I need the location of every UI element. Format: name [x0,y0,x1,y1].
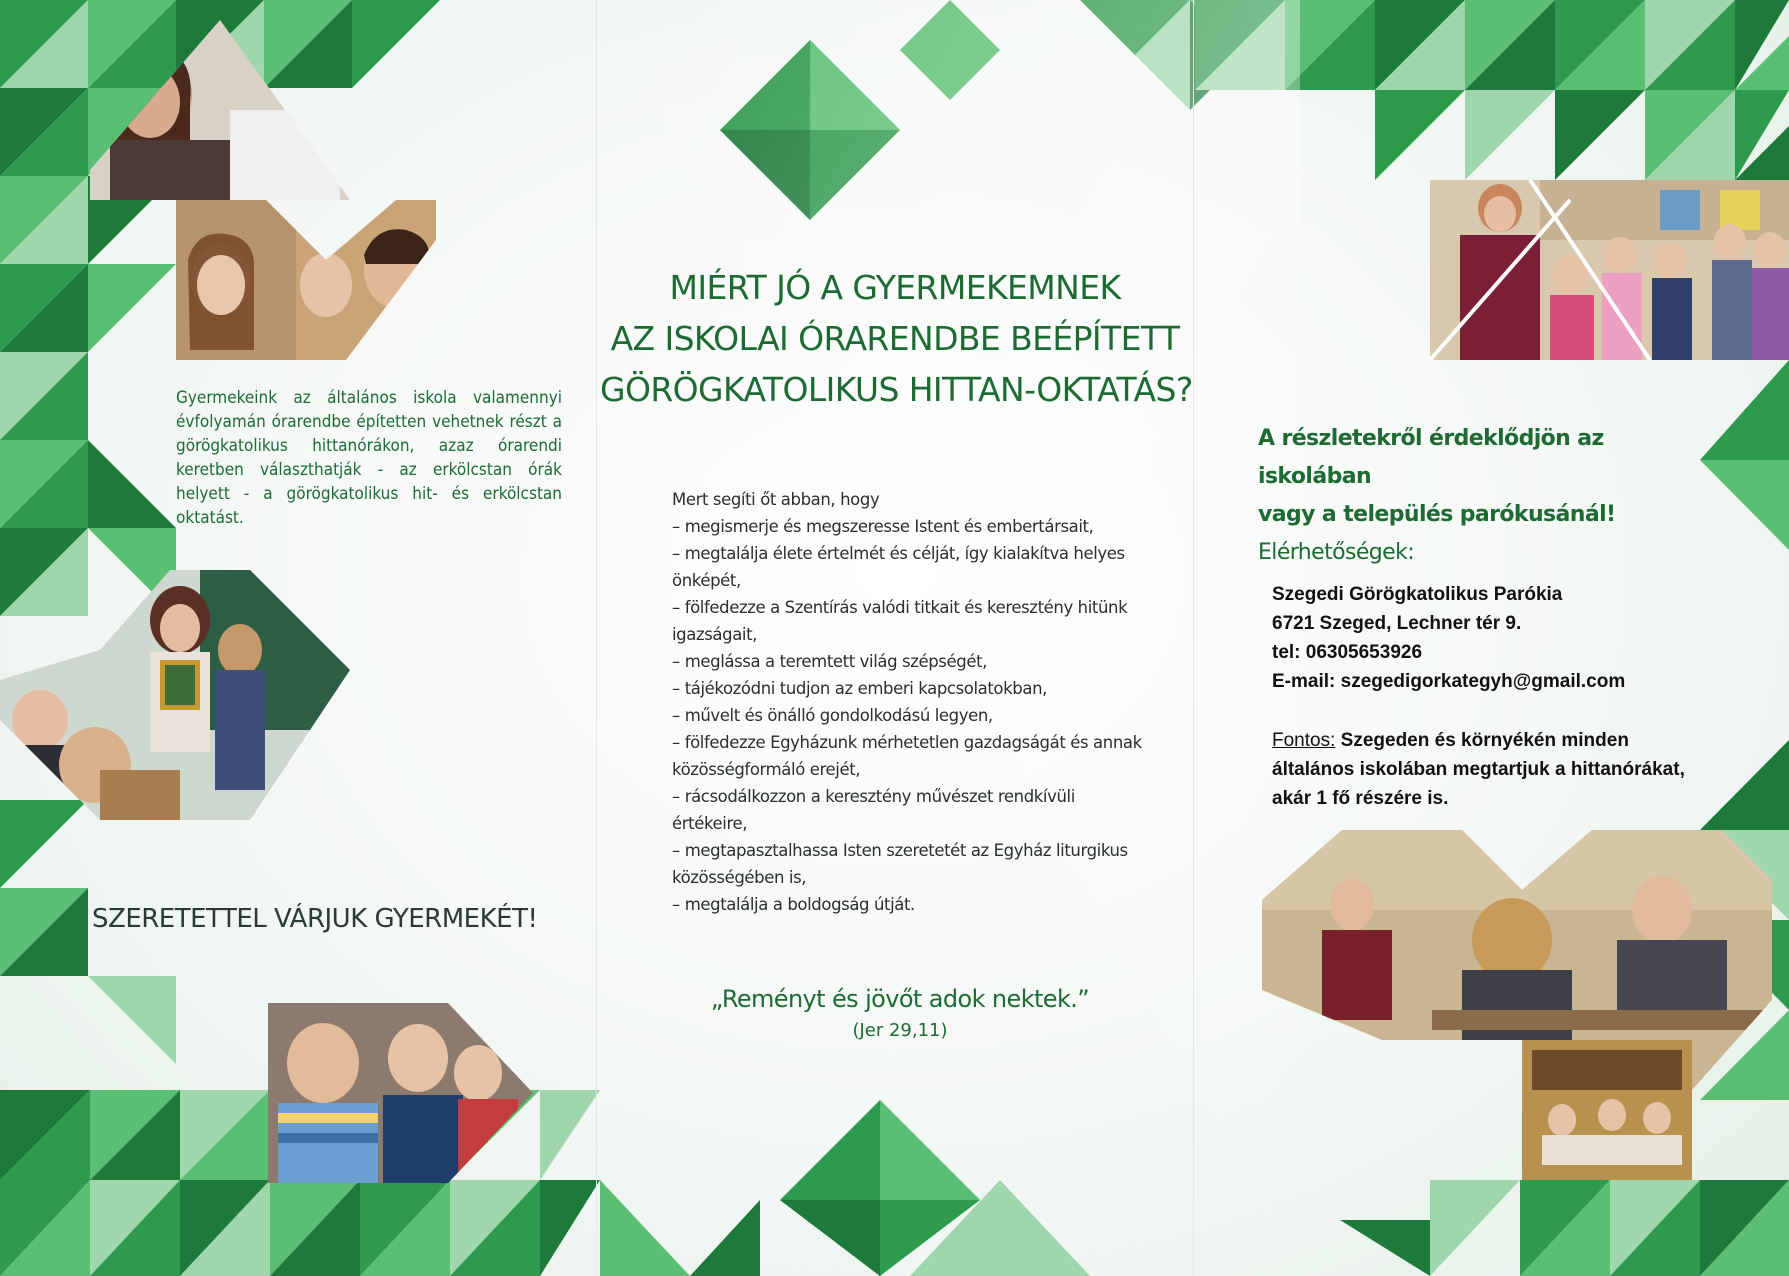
welcome-heading: SZERETETTEL VÁRJUK GYERMEKÉT! [92,904,538,934]
fold-line-left [596,0,597,1276]
photo-students-writing [1262,830,1772,1180]
photo-children-group [268,1003,533,1183]
intro-paragraph: Gyermekeink az általános iskola valamennyi évfolyamán órarendbe építetten vehetnek részt a görögkatolikus hittanórákon, azaz órarendi keretben választhatják - az erkölcstan órák helyett - a görögkatolikus hit- és erkölcstan oktatást. [176,388,562,528]
list-item: – megtapasztalhassa Isten szeretetét az Egyház liturgikus közösségében is, [672,841,1128,887]
contact-email[interactable]: E-mail: szegedigorkategyh@gmail.com [1272,671,1626,692]
contact-block [1272,580,1712,696]
title-line-2: AZ ISKOLAI ÓRARENDBE BEÉPÍTETT [610,319,1180,358]
contact-name: Szegedi Görögkatolikus Parókia [1272,584,1563,605]
benefits-list [672,486,1152,918]
list-item: – rácsodálkozzon a keresztény művészet rendkívüli értékeire, [672,787,1075,833]
contact-address: 6721 Szeged, Lechner tér 9. [1272,613,1522,634]
title-line-3: GÖRÖGKATOLIKUS HITTAN-OKTATÁS? [600,370,1193,409]
photo-teacher-with-kids [1430,180,1789,360]
enquiry-line-1: A részletekről érdeklődjön az iskolában [1258,426,1604,489]
contacts-heading: Elérhetőségek: [1258,540,1415,565]
photo-teacher [90,20,350,200]
contact-phone[interactable]: tel: 06305653926 [1272,642,1423,663]
benefits-intro: Mert segíti őt abban, hogy [672,490,880,509]
main-title [600,262,1193,415]
list-item: – meglássa a teremtett világ szépségét, [672,652,987,671]
list-item: – művelt és önálló gondolkodású legyen, [672,706,993,725]
fold-line-right [1193,0,1194,1276]
important-note [1272,726,1712,813]
photo-classroom-icon [0,570,350,820]
bible-quote-reference: (Jer 29,11) [852,1020,948,1041]
list-item: – megtalálja a boldogság útját. [672,895,915,914]
bible-quote: „Reményt és jövőt adok nektek.” [710,985,1090,1013]
list-item: – fölfedezze a Szentírás valódi titkait és keresztény hitünk igazságait, [672,598,1128,644]
list-item: – megtalálja élete értelmét és célját, így kialakítva helyes önképét, [672,544,1125,590]
important-text: Szegeden és környékén minden általános iskolában megtartjuk a hittanórákat, akár 1 fő részére is. [1272,730,1685,809]
enquiry-line-2: vagy a település parókusánál! [1258,502,1616,527]
photo-children-smiling [176,200,436,360]
enquiry-block [1258,420,1678,572]
list-item: – megismerje és megszeresse Istent és embertársait, [672,517,1094,536]
list-item: – fölfedezze Egyházunk mérhetetlen gazdagságát és annak közösségformáló erejét, [672,733,1142,779]
list-item: – tájékozódni tudjon az emberi kapcsolatokban, [672,679,1047,698]
important-label: Fontos: [1272,730,1336,751]
title-line-1: MIÉRT JÓ A GYERMEKEMNEK [669,268,1121,307]
